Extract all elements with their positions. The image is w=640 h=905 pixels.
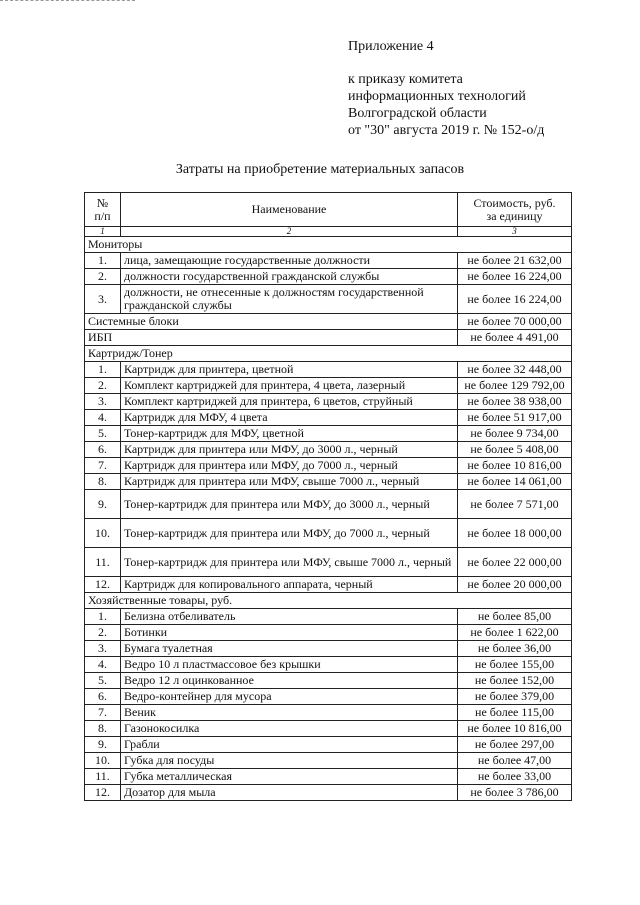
price-cell: не более 115,00 — [458, 705, 572, 721]
table-row — [85, 519, 572, 548]
num-cell: 7. — [85, 705, 121, 721]
name-cell: Грабли — [121, 737, 458, 753]
table-row — [85, 362, 572, 378]
index-cell: 1 — [85, 227, 121, 237]
name-cell: Ботинки — [121, 625, 458, 641]
section-name: Хозяйственные товары, руб. — [85, 593, 572, 609]
table-row — [85, 785, 572, 801]
num-cell: 11. — [85, 548, 121, 577]
top-margin-mark — [0, 0, 135, 4]
table-row — [85, 577, 572, 593]
table-row — [85, 490, 572, 519]
price-cell: не более 22 000,00 — [458, 548, 572, 577]
name-cell: должности государственной гражданской службы — [121, 269, 458, 285]
table-section-row — [85, 346, 572, 362]
name-cell: Картридж для принтера или МФУ, до 7000 л., черный — [121, 458, 458, 474]
name-cell: Газонокосилка — [121, 721, 458, 737]
num-cell: 2. — [85, 269, 121, 285]
name-cell: Ведро 12 л оцинкованное — [121, 673, 458, 689]
appendix-title: Приложение 4 — [348, 39, 434, 54]
header-name: Наименование — [121, 193, 458, 227]
name-cell: Тонер-картридж для МФУ, цветной — [121, 426, 458, 442]
name-cell: Картридж для принтера или МФУ, до 3000 л., черный — [121, 442, 458, 458]
price-cell: не более 38 938,00 — [458, 394, 572, 410]
table-row — [85, 705, 572, 721]
num-cell: 10. — [85, 753, 121, 769]
table-row — [85, 673, 572, 689]
num-cell: 1. — [85, 362, 121, 378]
appendix-line: к приказу комитета — [348, 72, 463, 87]
num-cell: 9. — [85, 490, 121, 519]
num-cell: 3. — [85, 394, 121, 410]
table-row — [85, 378, 572, 394]
price-cell: не более 85,00 — [458, 609, 572, 625]
price-cell: не более 5 408,00 — [458, 442, 572, 458]
price-cell: не более 21 632,00 — [458, 253, 572, 269]
num-cell: 10. — [85, 519, 121, 548]
name-cell: Картридж для принтера, цветной — [121, 362, 458, 378]
num-cell: 11. — [85, 769, 121, 785]
num-cell: 2. — [85, 625, 121, 641]
table-row — [85, 285, 572, 314]
name-cell: Тонер-картридж для принтера или МФУ, до 3000 л., черный — [121, 490, 458, 519]
num-cell: 7. — [85, 458, 121, 474]
table-row — [85, 394, 572, 410]
name-cell: Картридж для принтера или МФУ, свыше 7000 л., черный — [121, 474, 458, 490]
num-cell: 12. — [85, 577, 121, 593]
table-row — [85, 410, 572, 426]
price-cell: не более 47,00 — [458, 753, 572, 769]
num-cell: 1. — [85, 609, 121, 625]
table-row — [85, 625, 572, 641]
section-name: Мониторы — [85, 237, 572, 253]
name-cell: Белизна отбеливатель — [121, 609, 458, 625]
price-cell: не более 14 061,00 — [458, 474, 572, 490]
appendix-block — [348, 38, 544, 139]
name-cell: Тонер-картридж для принтера или МФУ, свыше 7000 л., черный — [121, 548, 458, 577]
price-cell: не более 1 622,00 — [458, 625, 572, 641]
table-row — [85, 753, 572, 769]
price-cell: не более 70 000,00 — [458, 314, 572, 330]
price-cell: не более 9 734,00 — [458, 426, 572, 442]
num-cell: 2. — [85, 378, 121, 394]
table-row — [85, 458, 572, 474]
document-heading: Затраты на приобретение материальных запасов — [175, 162, 465, 177]
num-cell: 4. — [85, 410, 121, 426]
table-row — [85, 609, 572, 625]
name-cell: Ведро 10 л пластмассовое без крышки — [121, 657, 458, 673]
price-cell: не более 297,00 — [458, 737, 572, 753]
num-cell: 12. — [85, 785, 121, 801]
table-index-row — [85, 227, 572, 237]
appendix-line: информационных технологий — [348, 89, 526, 104]
table-row — [85, 769, 572, 785]
table-row — [85, 442, 572, 458]
num-cell: 8. — [85, 721, 121, 737]
table-row — [85, 721, 572, 737]
name-cell: Тонер-картридж для принтера или МФУ, до 7000 л., черный — [121, 519, 458, 548]
name-cell: Картридж для копировального аппарата, черный — [121, 577, 458, 593]
price-cell: не более 4 491,00 — [458, 330, 572, 346]
section-name: ИБП — [85, 330, 458, 346]
price-cell: не более 10 816,00 — [458, 721, 572, 737]
name-cell: Комплект картриджей для принтера, 4 цвета, лазерный — [121, 378, 458, 394]
price-cell: не более 129 792,00 — [458, 378, 572, 394]
price-cell: не более 3 786,00 — [458, 785, 572, 801]
num-cell: 9. — [85, 737, 121, 753]
section-name: Системные блоки — [85, 314, 458, 330]
num-cell: 1. — [85, 253, 121, 269]
name-cell: Губка для посуды — [121, 753, 458, 769]
name-cell: должности, не отнесенные к должностям государственной гражданской службы — [121, 285, 458, 314]
table-section-row — [85, 237, 572, 253]
name-cell: Картридж для МФУ, 4 цвета — [121, 410, 458, 426]
num-cell: 6. — [85, 689, 121, 705]
appendix-line: Волгоградской области — [348, 106, 487, 121]
header-num: № п/п — [85, 193, 121, 227]
price-cell: не более 16 224,00 — [458, 285, 572, 314]
num-cell: 8. — [85, 474, 121, 490]
index-cell: 3 — [458, 227, 572, 237]
num-cell: 3. — [85, 641, 121, 657]
num-cell: 4. — [85, 657, 121, 673]
header-price: Стоимость, руб. за единицу — [458, 193, 572, 227]
name-cell: Дозатор для мыла — [121, 785, 458, 801]
costs-table — [84, 192, 572, 801]
name-cell: Губка металлическая — [121, 769, 458, 785]
price-cell: не более 152,00 — [458, 673, 572, 689]
table-header-row — [85, 193, 572, 227]
price-cell: не более 36,00 — [458, 641, 572, 657]
price-cell: не более 10 816,00 — [458, 458, 572, 474]
table-section-row — [85, 314, 572, 330]
name-cell: Бумага туалетная — [121, 641, 458, 657]
table-row — [85, 474, 572, 490]
price-cell: не более 7 571,00 — [458, 490, 572, 519]
price-cell: не более 20 000,00 — [458, 577, 572, 593]
name-cell: Комплект картриджей для принтера, 6 цветов, струйный — [121, 394, 458, 410]
price-cell: не более 33,00 — [458, 769, 572, 785]
num-cell: 5. — [85, 426, 121, 442]
table-row — [85, 657, 572, 673]
name-cell: Веник — [121, 705, 458, 721]
num-cell: 6. — [85, 442, 121, 458]
price-cell: не более 32 448,00 — [458, 362, 572, 378]
price-cell: не более 155,00 — [458, 657, 572, 673]
table-row — [85, 641, 572, 657]
price-cell: не более 16 224,00 — [458, 269, 572, 285]
table-row — [85, 689, 572, 705]
table-row — [85, 269, 572, 285]
appendix-line: от "30" августа 2019 г. № 152-о/д — [348, 123, 545, 138]
name-cell: Ведро-контейнер для мусора — [121, 689, 458, 705]
table-row — [85, 548, 572, 577]
table-section-row — [85, 593, 572, 609]
price-cell: не более 379,00 — [458, 689, 572, 705]
section-name: Картридж/Тонер — [85, 346, 572, 362]
num-cell: 3. — [85, 285, 121, 314]
table-row — [85, 737, 572, 753]
table-section-row — [85, 330, 572, 346]
num-cell: 5. — [85, 673, 121, 689]
table-row — [85, 426, 572, 442]
table-row — [85, 253, 572, 269]
price-cell: не более 18 000,00 — [458, 519, 572, 548]
name-cell: лица, замещающие государственные должности — [121, 253, 458, 269]
index-cell: 2 — [121, 227, 458, 237]
price-cell: не более 51 917,00 — [458, 410, 572, 426]
